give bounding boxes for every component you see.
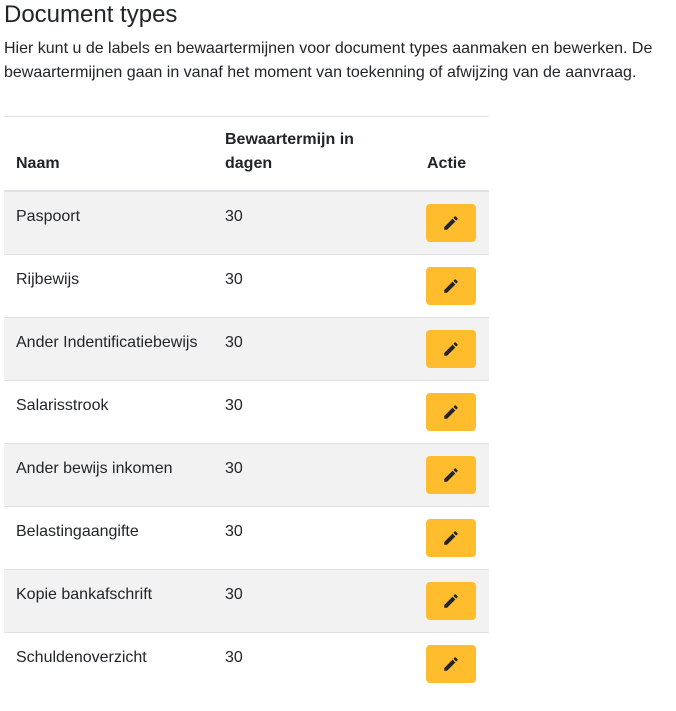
retention-days: 30 — [225, 459, 243, 477]
table-header — [4, 117, 489, 191]
document-type-name: Ander bewijs inkomen — [16, 459, 173, 477]
table-row — [4, 569, 489, 632]
edit-button[interactable] — [426, 519, 476, 557]
table-row — [4, 506, 489, 569]
document-types-table — [4, 116, 489, 695]
action-cell — [415, 254, 489, 317]
table-row — [4, 380, 489, 443]
action-cell — [415, 443, 489, 506]
document-type-name: Salarisstrook — [16, 396, 109, 414]
pencil-icon — [442, 466, 460, 484]
pencil-icon — [442, 655, 460, 673]
document-type-name: Kopie bankafschrift — [16, 585, 153, 603]
document-type-name: Schuldenoverzicht — [16, 648, 147, 666]
table-row — [4, 632, 489, 695]
document-type-name: Ander Indentificatiebewijs — [16, 333, 198, 351]
retention-days: 30 — [225, 585, 243, 603]
page-description: Hier kunt u de labels en bewaartermijnen voor document types aanmaken en bewerken. De bewaartermijnen gaan in vanaf het moment van toekenning of afwijzing van de aanvraag. — [4, 40, 653, 81]
edit-button[interactable] — [426, 456, 476, 494]
retention-days: 30 — [225, 648, 243, 666]
action-cell — [415, 317, 489, 380]
column-header-action: Actie — [415, 117, 489, 191]
action-cell — [415, 380, 489, 443]
column-header-retention: Bewaartermijn in dagen — [213, 117, 415, 191]
column-header-name: Naam — [4, 117, 213, 191]
pencil-icon — [442, 403, 460, 421]
table-row — [4, 254, 489, 317]
retention-days: 30 — [225, 333, 243, 351]
edit-button[interactable] — [426, 330, 476, 368]
action-cell — [415, 632, 489, 695]
retention-days: 30 — [225, 270, 243, 288]
pencil-icon — [442, 529, 460, 547]
page-title: Document types — [4, 1, 178, 28]
table-row — [4, 443, 489, 506]
pencil-icon — [442, 592, 460, 610]
table-body — [4, 191, 489, 695]
document-type-name: Belastingaangifte — [16, 522, 139, 540]
action-cell — [415, 569, 489, 632]
action-cell — [415, 191, 489, 255]
table-row — [4, 191, 489, 255]
table-row — [4, 317, 489, 380]
pencil-icon — [442, 214, 460, 232]
edit-button[interactable] — [426, 393, 476, 431]
document-type-name: Paspoort — [16, 207, 81, 225]
retention-days: 30 — [225, 522, 243, 540]
pencil-icon — [442, 277, 460, 295]
retention-days: 30 — [225, 396, 243, 414]
edit-button[interactable] — [426, 204, 476, 242]
action-cell — [415, 506, 489, 569]
edit-button[interactable] — [426, 267, 476, 305]
pencil-icon — [442, 340, 460, 358]
edit-button[interactable] — [426, 645, 476, 683]
document-type-name: Rijbewijs — [16, 270, 80, 288]
edit-button[interactable] — [426, 582, 476, 620]
retention-days: 30 — [225, 207, 243, 225]
table-header-row — [4, 117, 489, 191]
